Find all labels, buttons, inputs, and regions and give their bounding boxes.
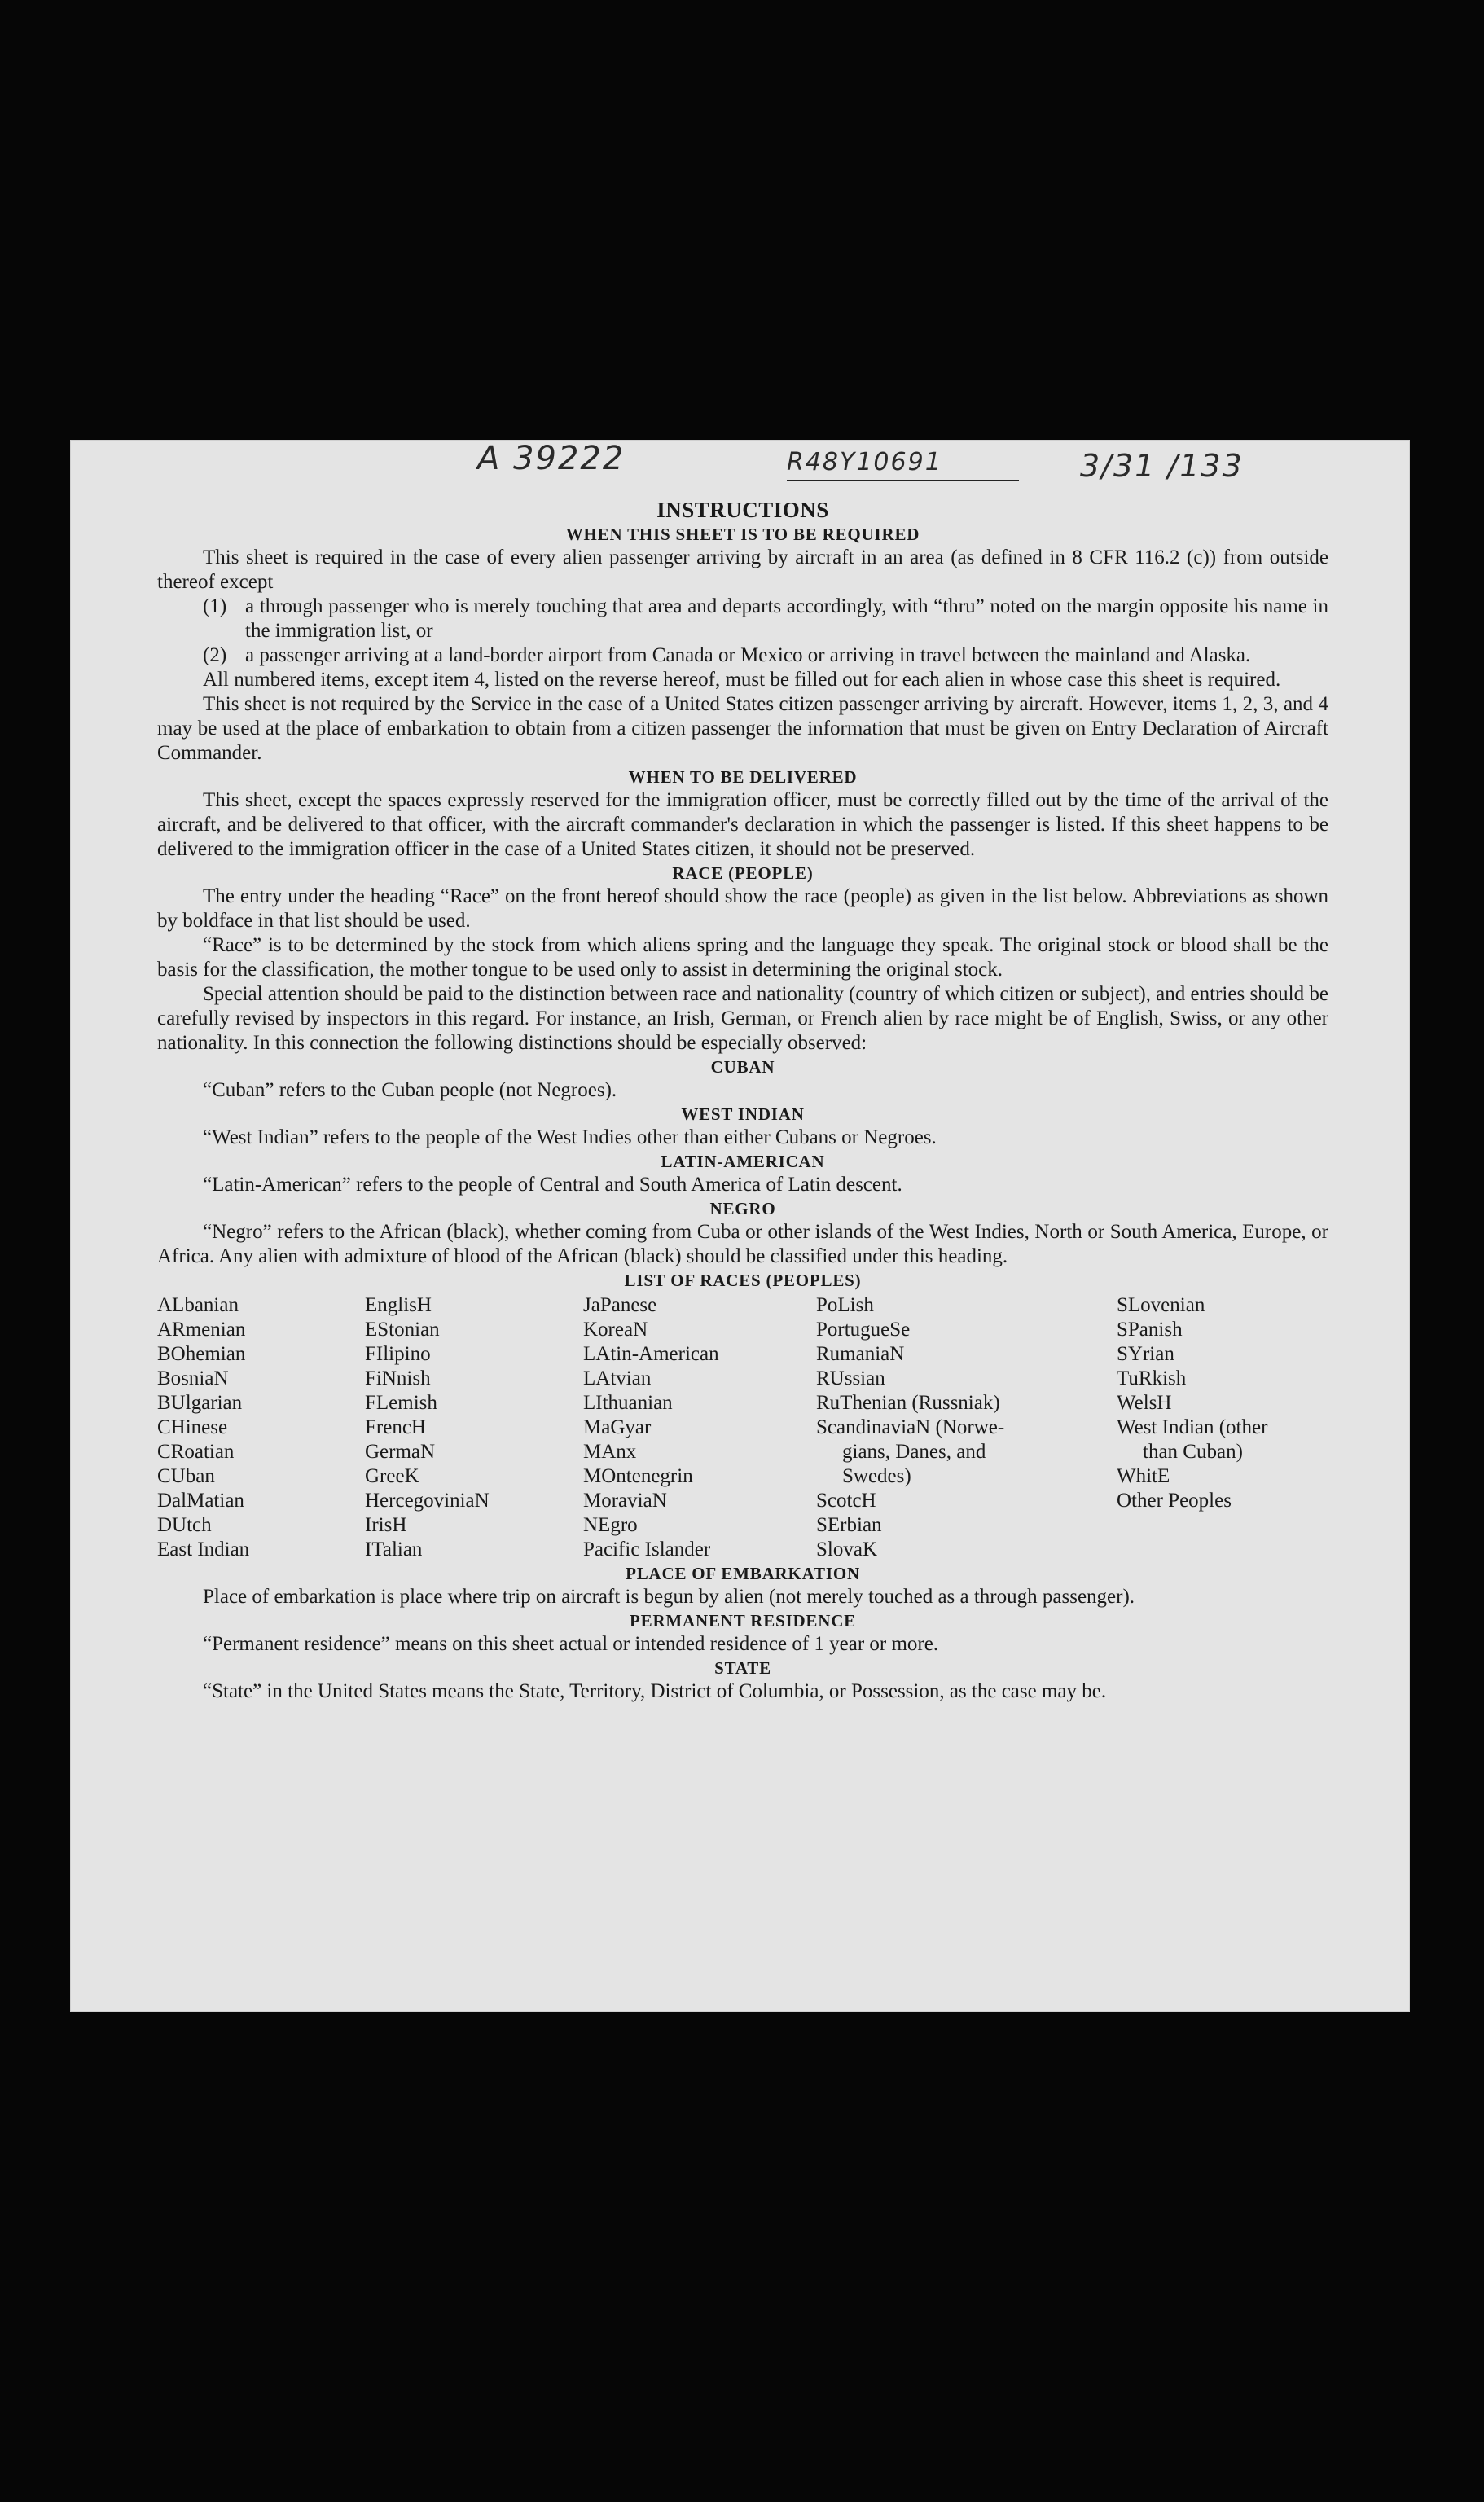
race-entry: SLovenian <box>1117 1294 1205 1316</box>
race-entry: KoreaN <box>583 1319 648 1341</box>
race-heading: RACE (PEOPLE) <box>672 863 814 883</box>
exception-text: a passenger arriving at a land-border airport from Canada or Mexico or arriving in travel between the mainland and Alaska. <box>245 644 1251 666</box>
race-entry: CHinese <box>157 1416 228 1438</box>
race-entry: CRoatian <box>157 1441 235 1463</box>
race-entry-continued: Swedes) <box>842 1465 911 1487</box>
race-paragraph-1: The entry under the heading “Race” on the front hereof should show the race (people) as given in the list below. Abbreviations as shown by boldface in that list should be used. <box>157 885 1328 932</box>
west-indian-heading: WEST INDIAN <box>681 1104 805 1124</box>
race-entry: SPanish <box>1117 1319 1183 1341</box>
race-entry-continued: than Cuban) <box>1143 1441 1243 1463</box>
exception-number: (2) <box>203 644 227 666</box>
race-entry: LAtin-American <box>583 1343 719 1365</box>
race-entry: EStonian <box>365 1319 440 1341</box>
race-entry: MaGyar <box>583 1416 652 1438</box>
race-entry: PoLish <box>816 1294 874 1316</box>
races-column <box>583 1293 816 1562</box>
race-entry: ARmenian <box>157 1319 246 1341</box>
residence-text: “Permanent residence” means on this sheet actual or intended residence of 1 year or more. <box>203 1633 939 1655</box>
when-delivered-heading: WHEN TO BE DELIVERED <box>628 767 858 787</box>
race-entry: BosniaN <box>157 1367 229 1389</box>
races-column <box>157 1293 365 1562</box>
race-entry: GermaN <box>365 1441 436 1463</box>
exception-item <box>203 595 1328 643</box>
race-entry: Pacific Islander <box>583 1539 711 1560</box>
race-entry: IrisH <box>365 1514 407 1536</box>
race-entry: FLemish <box>365 1392 437 1414</box>
race-entry: SlovaK <box>816 1539 877 1560</box>
race-entry: East Indian <box>157 1539 250 1560</box>
race-entry: NEgro <box>583 1514 638 1536</box>
race-entry: MoraviaN <box>583 1490 667 1512</box>
race-entry: RUssian <box>816 1367 885 1389</box>
race-entry: SYrian <box>1117 1343 1174 1365</box>
latin-american-heading: LATIN-AMERICAN <box>661 1152 825 1171</box>
exception-item <box>203 643 1328 668</box>
race-entry: ScotcH <box>816 1490 876 1512</box>
races-column <box>1117 1293 1324 1562</box>
handwritten-date: 3/31 /133 <box>1080 448 1244 484</box>
when-required-heading: WHEN THIS SHEET IS TO BE REQUIRED <box>565 525 920 544</box>
race-entry: DalMatian <box>157 1490 244 1512</box>
race-entry: EnglisH <box>365 1294 432 1316</box>
instructions-body <box>157 497 1328 1704</box>
race-entry: FrencH <box>365 1416 426 1438</box>
race-entry: MAnx <box>583 1441 637 1463</box>
state-heading: STATE <box>714 1658 771 1678</box>
race-entry: DUtch <box>157 1514 212 1536</box>
race-entry-continued: gians, Danes, and <box>842 1441 986 1463</box>
cuban-heading: CUBAN <box>710 1057 775 1077</box>
negro-heading: NEGRO <box>709 1199 776 1218</box>
race-entry: PortugueSe <box>816 1319 911 1341</box>
race-entry: RuThenian (Russniak) <box>816 1392 1000 1414</box>
cuban-text: “Cuban” refers to the Cuban people (not Negroes). <box>203 1079 617 1101</box>
exception-text: a through passenger who is merely touching that area and departs accordingly, with “thru” noted on the margin opposite his name in the immigration list, or <box>245 595 1328 642</box>
race-entry: ALbanian <box>157 1294 239 1316</box>
residence-heading: PERMANENT RESIDENCE <box>630 1611 856 1631</box>
race-entry: CUban <box>157 1465 215 1487</box>
race-entry: WelsH <box>1117 1392 1172 1414</box>
race-paragraph-2: “Race” is to be determined by the stock from which aliens spring and the language they speak. The original stock or blood shall be the basis for the classification, the mother tongue to be used only to assist in determining the original stock. <box>157 934 1328 981</box>
race-entry: RumaniaN <box>816 1343 905 1365</box>
race-entry: HercegoviniaN <box>365 1490 490 1512</box>
instruction-sheet <box>70 440 1410 2012</box>
race-paragraph-3: Special attention should be paid to the distinction between race and nationality (country of which citizen or subject), and entries should be carefully revised by inspectors in this regard. For instance, an Irish, German, or French alien by race might be of English, Swiss, or any other nationality. In this connection the following distinctions should be especially observed: <box>157 983 1328 1054</box>
when-delivered-text: This sheet, except the spaces expressly reserved for the immigration officer, must be correctly filled out by the time of the arrival of the aircraft, and be delivered to that officer, with the aircraft commander's declaration in which the passenger is listed. If this sheet happens to be delivered to the immigration officer in the case of a United States citizen, it should not be preserved. <box>157 789 1328 860</box>
race-entry: BOhemian <box>157 1343 246 1365</box>
races-list <box>157 1293 1328 1562</box>
embarkation-text: Place of embarkation is place where trip on aircraft is begun by alien (not merely touched as a through passenger). <box>203 1586 1135 1608</box>
race-entry: LAtvian <box>583 1367 652 1389</box>
handwritten-file-number: A 39222 <box>477 440 626 477</box>
page-title: INSTRUCTIONS <box>656 498 829 522</box>
race-entry: West Indian (other <box>1117 1416 1268 1438</box>
race-entry: MOntenegrin <box>583 1465 693 1487</box>
race-entry: LIthuanian <box>583 1392 673 1414</box>
west-indian-text: “West Indian” refers to the people of the West Indies other than either Cubans or Negroes. <box>203 1126 937 1148</box>
race-entry: WhitE <box>1117 1465 1170 1487</box>
when-required-intro: This sheet is required in the case of every alien passenger arriving by aircraft in an area (as defined in 8 CFR 116.2 (c)) from outside thereof except <box>157 546 1328 593</box>
race-entry: SErbian <box>816 1514 882 1536</box>
race-entry: JaPanese <box>583 1294 657 1316</box>
handwritten-record-number: R48Y10691 <box>787 448 1019 481</box>
numbered-items-paragraph: All numbered items, except item 4, listed on the reverse hereof, must be filled out for each alien in whose case this sheet is required. <box>203 669 1281 691</box>
races-list-heading: LIST OF RACES (PEOPLES) <box>624 1271 862 1290</box>
race-entry: TuRkish <box>1117 1367 1187 1389</box>
race-entry: Other Peoples <box>1117 1490 1232 1512</box>
race-entry: ITalian <box>365 1539 423 1560</box>
latin-american-text: “Latin-American” refers to the people of Central and South America of Latin descent. <box>203 1174 902 1196</box>
races-column <box>365 1293 583 1562</box>
race-entry: ScandinaviaN (Norwe- <box>816 1416 1005 1438</box>
race-entry: FIlipino <box>365 1343 431 1365</box>
state-text: “State” in the United States means the State, Territory, District of Columbia, or Possession, as the case may be. <box>203 1680 1107 1702</box>
races-column <box>816 1293 1117 1562</box>
race-entry: FiNnish <box>365 1367 431 1389</box>
race-entry: GreeK <box>365 1465 419 1487</box>
race-entry: BUlgarian <box>157 1392 243 1414</box>
embarkation-heading: PLACE OF EMBARKATION <box>626 1564 860 1583</box>
negro-text: “Negro” refers to the African (black), whether coming from Cuba or other islands of the West Indies, North or South America, Europe, or Africa. Any alien with admixture of blood of the African (black) should be classified under this heading. <box>157 1221 1328 1267</box>
citizen-paragraph: This sheet is not required by the Service in the case of a United States citizen passenger arriving by aircraft. However, items 1, 2, 3, and 4 may be used at the place of embarkation to obtain from a citizen passenger the information that must be given on Entry Declaration of Aircraft Commander. <box>157 693 1328 764</box>
exception-number: (1) <box>203 595 227 617</box>
